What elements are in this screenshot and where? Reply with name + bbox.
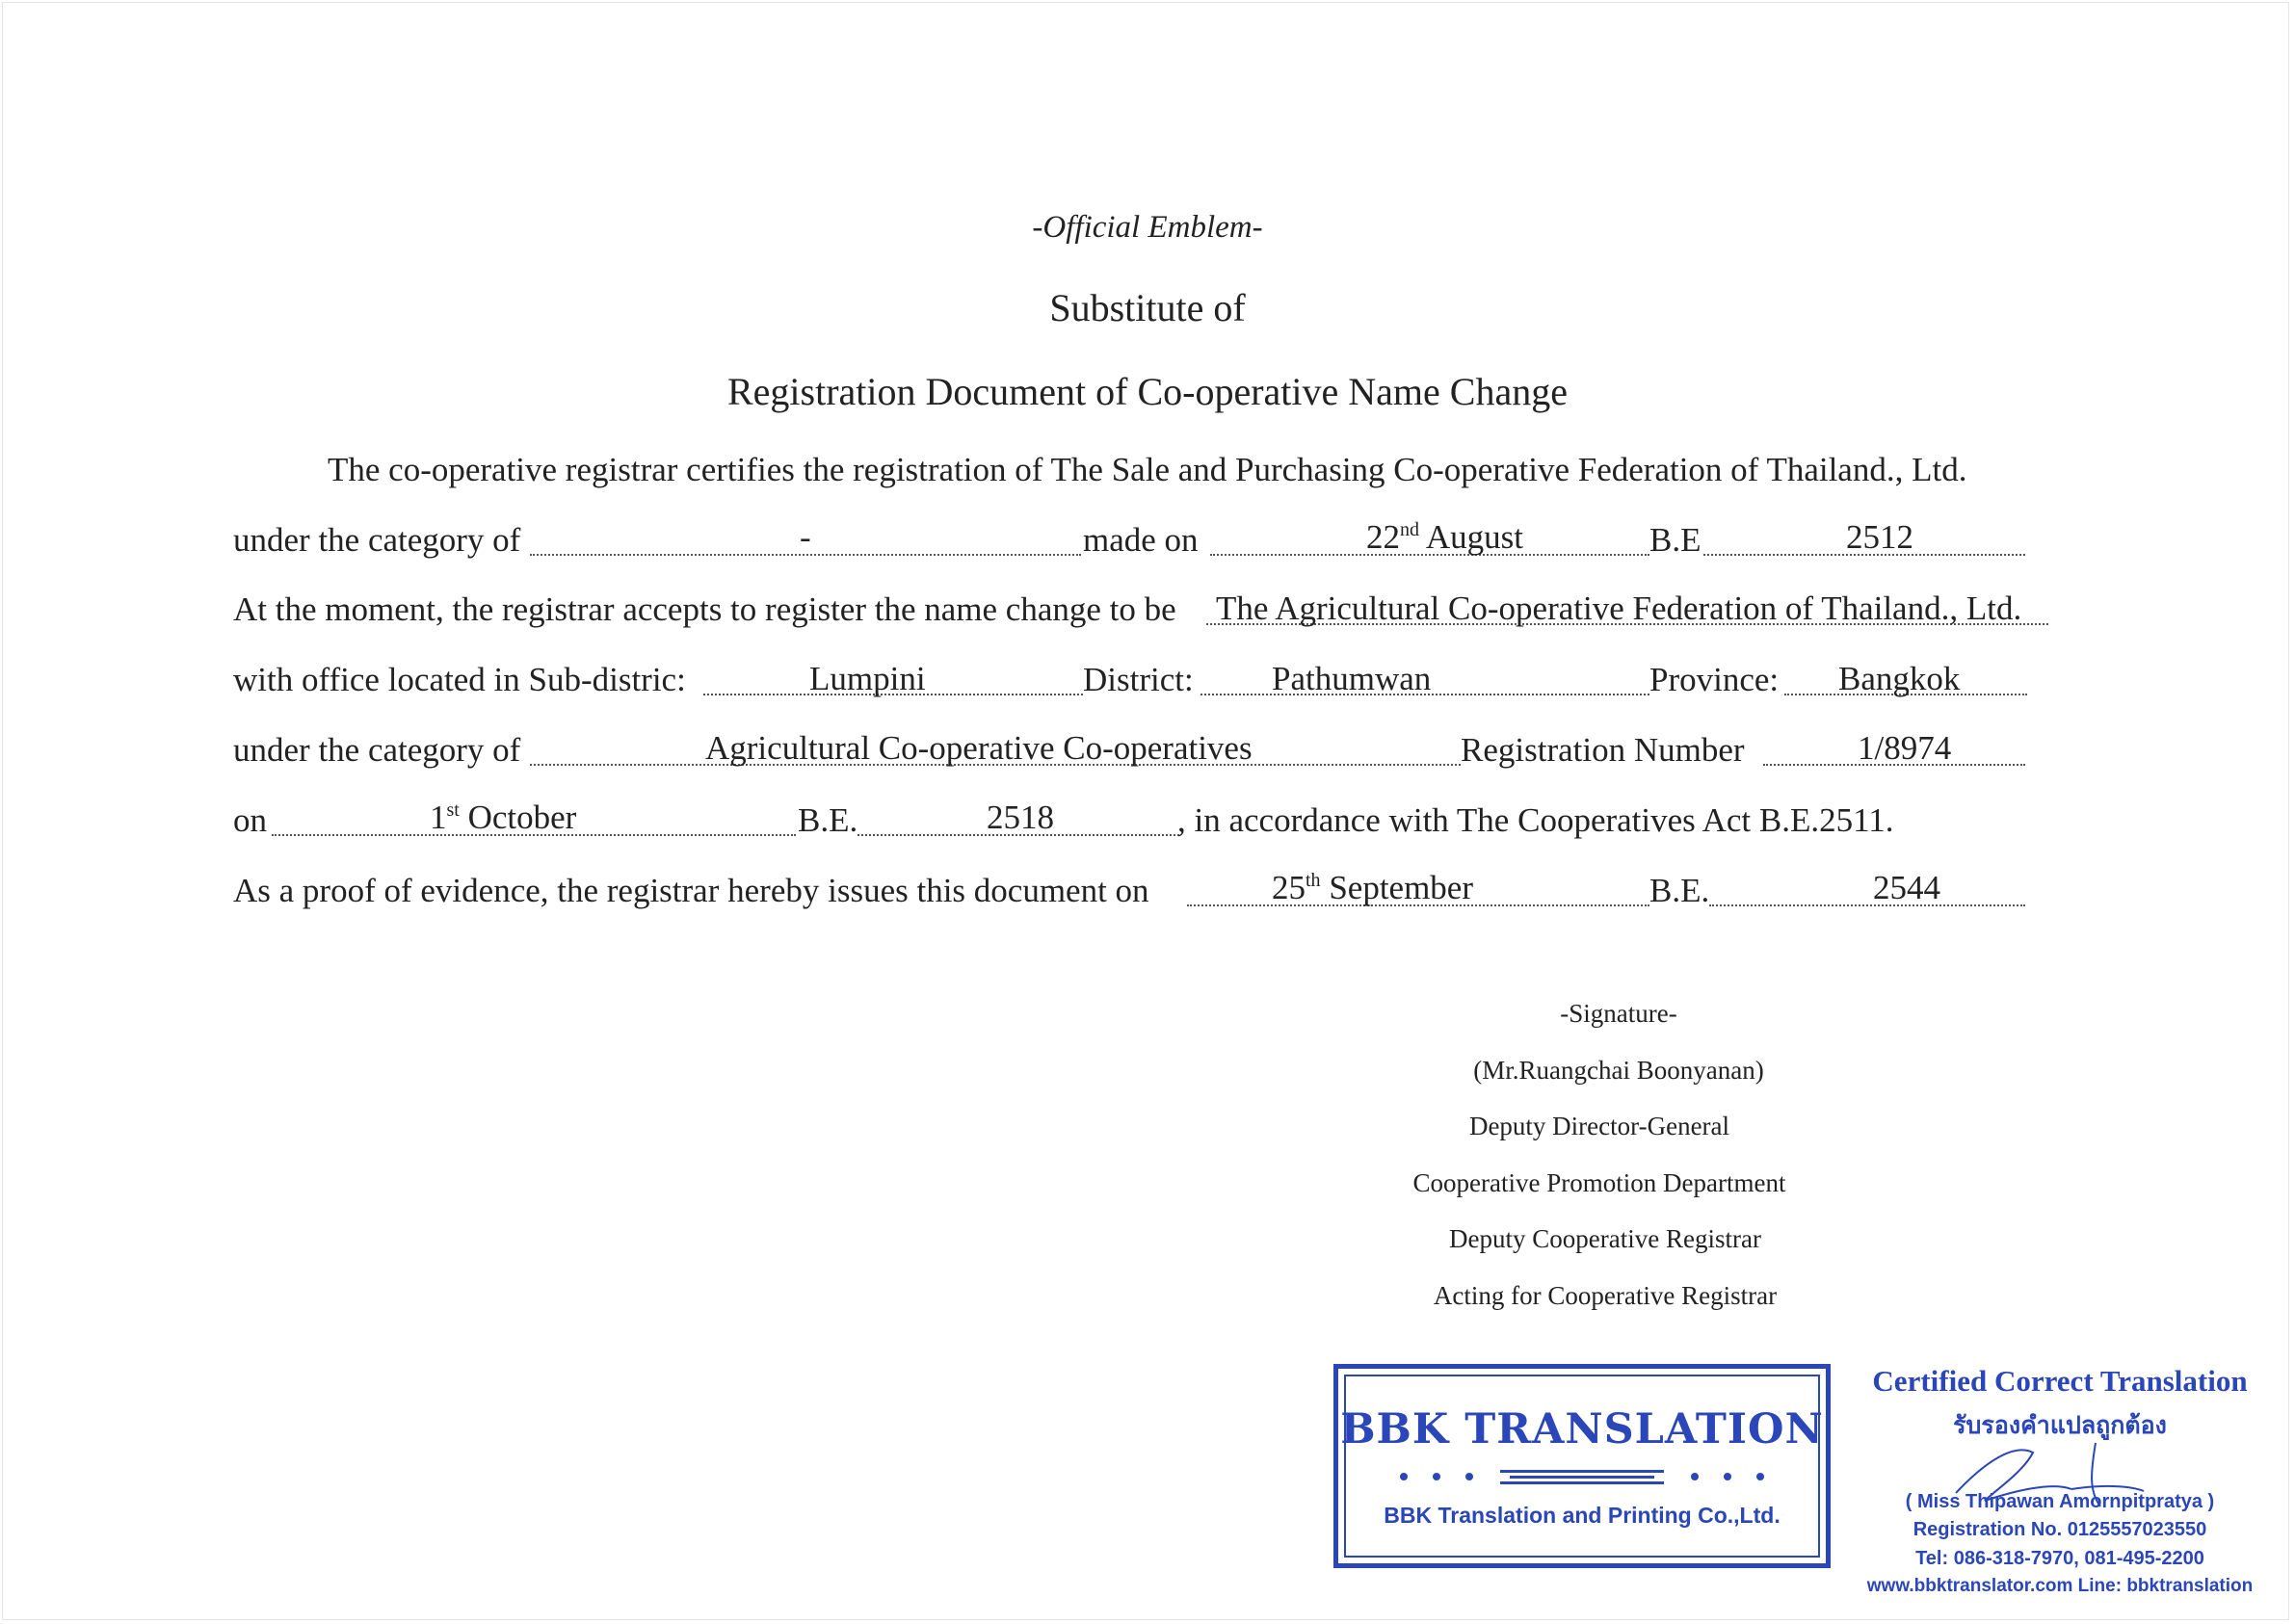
new-name-value: The Agricultural Co-operative Federation of Thailand., Ltd. <box>1216 589 2022 627</box>
registration-number-value: 1/8974 <box>1858 729 1952 767</box>
translator-phone: Tel: 086-318-7970, 081-495-2200 <box>1915 1548 2204 1569</box>
on-month: October <box>467 799 577 836</box>
on-day-suffix: st <box>446 799 460 821</box>
subdistrict-value: Lumpini <box>809 660 926 697</box>
province-value: Bangkok <box>1838 660 1961 697</box>
issue-day-suffix: th <box>1306 870 1321 891</box>
title-line-1: Substitute of <box>1049 286 1246 329</box>
translator-registration: Registration No. 0125557023550 <box>1912 1519 2207 1540</box>
stamp-divider <box>1338 1465 1826 1493</box>
translator-name: ( Miss Thipawan Amornpitpratya ) <box>1905 1491 2215 1512</box>
be-value-1: 2512 <box>1846 518 1913 556</box>
category-value: - <box>800 518 811 556</box>
bbk-translation-stamp <box>1333 1364 1831 1568</box>
issue-date <box>1272 869 1473 907</box>
act-reference: , in accordance with The Cooperatives Act B.E.2511. <box>1177 801 1894 839</box>
stamp-title: BBK TRANSLATION <box>1340 1405 1824 1454</box>
province-label: Province: <box>1649 661 1780 698</box>
made-on-day: 22 <box>1366 518 1400 556</box>
issue-day: 25 <box>1272 869 1306 906</box>
certification-heading-thai: รับรองคำแปลถูกต้อง <box>1953 1412 2167 1439</box>
signatory-title-4: Acting for Cooperative Registrar <box>1433 1281 1778 1310</box>
be-field-3 <box>1709 868 2025 906</box>
be-value-2: 2518 <box>987 799 1054 836</box>
emblem-caption: -Official Emblem- <box>1032 210 1263 245</box>
made-on-label: made on <box>1083 521 1199 559</box>
on-day: 1 <box>430 799 447 836</box>
translator-website: www.bbktranslator.com Line: bbktranslation <box>1866 1576 2254 1596</box>
on-label: on <box>233 801 267 839</box>
signatory-name: (Mr.Ruangchai Boonyanan) <box>1473 1056 1764 1085</box>
on-date <box>430 799 576 837</box>
made-on-month: August <box>1425 518 1523 556</box>
stamp-subtitle: BBK Translation and Printing Co.,Ltd. <box>1384 1503 1781 1528</box>
district-value: Pathumwan <box>1272 660 1432 697</box>
category-value-2: Agricultural Co-operative Co-operatives <box>705 729 1253 767</box>
signature-placeholder: -Signature- <box>1560 999 1677 1028</box>
issue-month: September <box>1329 869 1473 906</box>
be-label-1: B.E <box>1649 521 1701 559</box>
signatory-title-1: Deputy Director-General <box>1468 1112 1730 1140</box>
stamp-divider-icon <box>1338 1465 1826 1488</box>
signatory-title-2: Cooperative Promotion Department <box>1412 1168 1786 1197</box>
subdistrict-label: with office located in Sub-distric: <box>233 661 686 698</box>
be-label-2: B.E. <box>798 801 858 839</box>
registration-number-label: Registration Number <box>1461 731 1745 769</box>
be-value-3: 2544 <box>1873 869 1940 906</box>
category-label-2: under the category of <box>233 731 521 769</box>
signatory-title-3: Deputy Cooperative Registrar <box>1449 1224 1761 1253</box>
certification-heading: Certified Correct Translation <box>1872 1364 2248 1398</box>
category-label: under the category of <box>233 521 521 559</box>
name-change-label: At the moment, the registrar accepts to register the name change to be <box>233 590 1176 628</box>
made-on-day-suffix: nd <box>1400 519 1419 540</box>
district-label: District: <box>1083 661 1194 698</box>
certification-sentence: The co-operative registrar certifies the registration of The Sale and Purchasing Co-operative Federation of Thailand., Ltd. <box>328 451 1967 488</box>
made-on-date <box>1366 518 1523 557</box>
title-line-2: Registration Document of Co-operative Name Change <box>727 370 1568 413</box>
be-label-3: B.E. <box>1649 872 1710 909</box>
issue-label: As a proof of evidence, the registrar hereby issues this document on <box>233 872 1149 909</box>
